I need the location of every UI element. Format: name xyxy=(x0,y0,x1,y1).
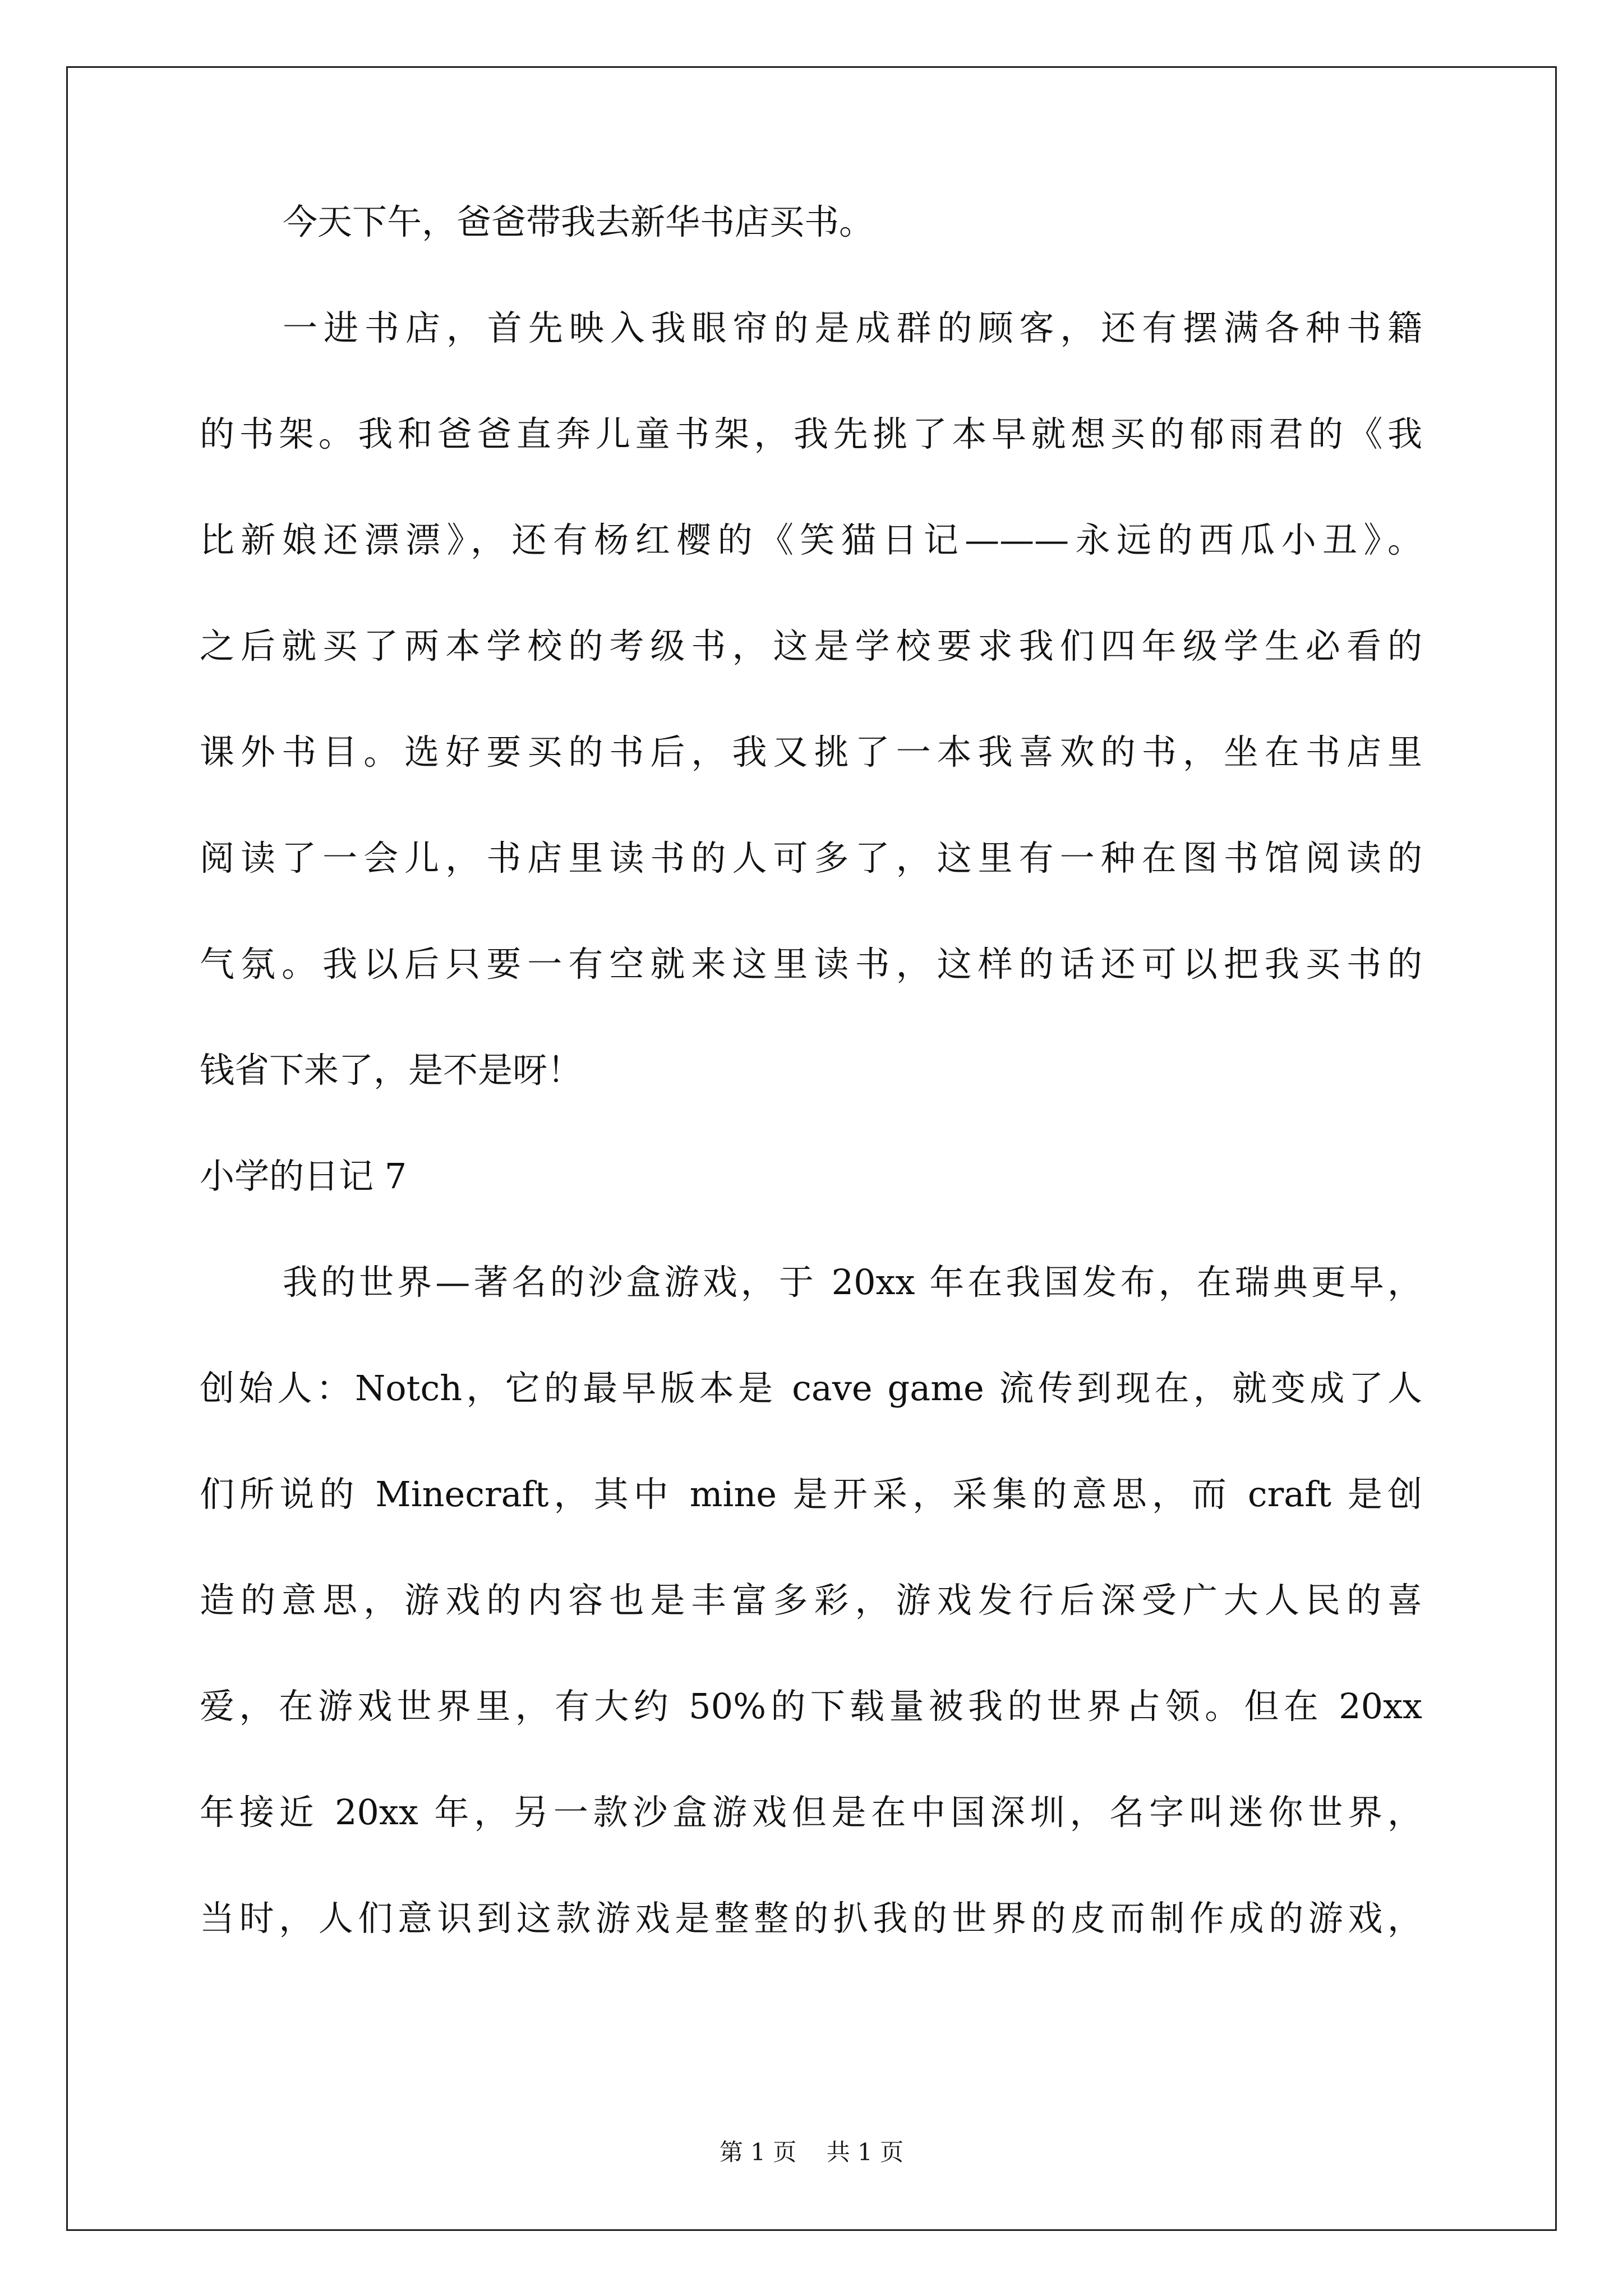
paragraph-line: 创始人：Notch，它的最早版本是 cave game 流传到现在，就变成了人 xyxy=(200,1368,1422,1409)
paragraph-line: 阅读了一会儿，书店里读书的人可多了，这里有一种在图书馆阅读的 xyxy=(200,838,1422,878)
paragraph-line: 一进书店，首先映入我眼帘的是成群的顾客，还有摆满各种书籍 xyxy=(283,307,1422,348)
page-footer: 第 1 页 共 1 页 xyxy=(719,2138,904,2166)
section-heading: 小学的日记 7 xyxy=(200,1156,407,1197)
paragraph-line: 钱省下来了，是不是呀！ xyxy=(200,1050,583,1091)
paragraph-line: 们所说的 Minecraft，其中 mine 是开采，采集的意思，而 craft 是创 xyxy=(200,1474,1422,1515)
paragraph-line: 我的世界—著名的沙盒游戏，于 20xx 年在我国发布，在瑞典更早， xyxy=(283,1262,1422,1303)
paragraph-line: 今天下午，爸爸带我去新华书店买书。 xyxy=(283,201,874,242)
paragraph-line: 当时，人们意识到这款游戏是整整的扒我的世界的皮而制作成的游戏， xyxy=(200,1898,1422,1939)
paragraph-line: 比新娘还漂漂》，还有杨红樱的《笑猫日记———永远的西瓜小丑》。 xyxy=(200,519,1422,560)
paragraph-line: 年接近 20xx 年，另一款沙盒游戏但是在中国深圳，名字叫迷你世界， xyxy=(200,1792,1422,1833)
paragraph-line: 气氛。我以后只要一有空就来这里读书，这样的话还可以把我买书的 xyxy=(200,944,1422,984)
paragraph-line: 之后就买了两本学校的考级书，这是学校要求我们四年级学生必看的 xyxy=(200,625,1422,666)
paragraph-line: 爱，在游戏世界里，有大约 50%的下载量被我的世界占领。但在 20xx xyxy=(200,1686,1422,1727)
paragraph-line: 课外书目。选好要买的书后，我又挑了一本我喜欢的书，坐在书店里 xyxy=(200,731,1422,772)
paragraph-line: 的书架。我和爸爸直奔儿童书架，我先挑了本早就想买的郁雨君的《我 xyxy=(200,413,1422,454)
paragraph-line: 造的意思，游戏的内容也是丰富多彩，游戏发行后深受广大人民的喜 xyxy=(200,1580,1422,1621)
